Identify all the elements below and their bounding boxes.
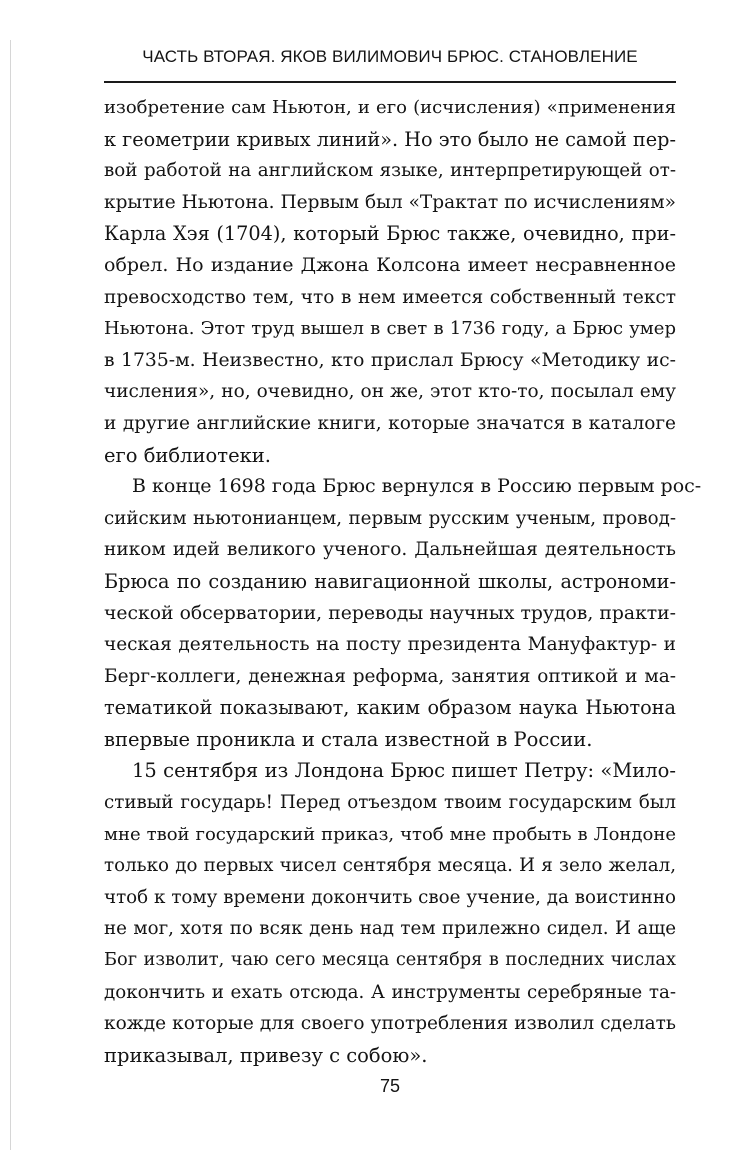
text-line: докончить и ехать отсюда. А инструменты серебряные та- bbox=[104, 981, 676, 1003]
text-line: приказывал, привезу с собою». bbox=[104, 1043, 428, 1067]
text-line: тематикой показывают, каким образом наука Ньютона bbox=[104, 696, 676, 720]
paragraph bbox=[104, 92, 676, 471]
text-line: к геометрии кривых линий». Но это было не самой пер- bbox=[104, 127, 676, 151]
text-line: превосходство тем, что в нем имеется собственный текст bbox=[104, 286, 676, 308]
text-line: числения», но, очевидно, он же, этот кто-то, посылал ему bbox=[104, 381, 676, 403]
text-line: Брюса по созданию навигационной школы, астрономи- bbox=[104, 569, 676, 593]
text-line: Бог изволит, чаю сего месяца сентября в последних числах bbox=[104, 950, 676, 971]
text-line: ником идей великого ученого. Дальнейшая деятельность bbox=[104, 539, 676, 561]
text-line: крытие Ньютона. Первым был «Трактат по исчислениям» bbox=[104, 191, 676, 213]
text-line: не мог, хотя по всяк день над тем прилежно сидел. И аще bbox=[104, 918, 676, 940]
text-line: его библиотеки. bbox=[104, 443, 272, 467]
text-line: ческой обсерватории, переводы научных трудов, практи- bbox=[104, 602, 676, 624]
text-line: в 1735-м. Неизвестно, кто прислал Брюсу «Методику ис- bbox=[104, 349, 676, 371]
text-line: Берг-коллеги, денежная реформа, занятия оптикой и ма- bbox=[104, 665, 676, 687]
text-line: сийским ньютонианцем, первым русским ученым, провод- bbox=[104, 507, 676, 529]
text-line: Ньютона. Этот труд вышел в свет в 1736 году, а Брюс умер bbox=[104, 318, 676, 340]
text-line: Карла Хэя (1704), который Брюс также, очевидно, при- bbox=[104, 222, 676, 246]
page-number: 75 bbox=[379, 1076, 401, 1096]
text-line: мне твой государский приказ, чтоб мне пробыть в Лондоне bbox=[104, 823, 676, 845]
text-line: ческая деятельность на посту президента Мануфактур- и bbox=[104, 634, 676, 656]
text-line: вой работой на английском языке, интерпретирующей от- bbox=[104, 160, 676, 182]
text-line: стивый государь! Перед отъездом твоим государским был bbox=[104, 792, 676, 814]
text-line: впервые проникла и стала известной в России. bbox=[104, 727, 593, 751]
text-line: В конце 1698 года Брюс вернулся в Россию первым рос- bbox=[132, 475, 702, 498]
text-line: 15 сентября из Лондона Брюс пишет Петру: «Мило- bbox=[132, 759, 676, 783]
page-edge-shadow bbox=[10, 40, 11, 1150]
header-rule bbox=[104, 81, 676, 83]
paragraph bbox=[104, 471, 702, 755]
text-line: только до первых чисел сентября месяца. И я зело желал, bbox=[104, 855, 676, 877]
text-line: обрел. Но издание Джона Колсона имеет несравненное bbox=[104, 253, 676, 276]
text-line: кожде которые для своего употребления изволил сделать bbox=[104, 1013, 676, 1035]
running-head: ЧАСТЬ ВТОРАЯ. ЯКОВ ВИЛИМОВИЧ БРЮС. СТАНОВЛЕНИЕ bbox=[142, 47, 638, 66]
body-text bbox=[104, 92, 702, 1071]
text-line: изобретение сам Ньютон, и его (исчисления) «применения bbox=[104, 97, 676, 118]
paragraph bbox=[104, 755, 676, 1071]
text-line: и другие английские книги, которые значатся в каталоге bbox=[104, 412, 676, 434]
text-line: чтоб к тому времени докончить свое учение, да воистинно bbox=[104, 886, 676, 908]
